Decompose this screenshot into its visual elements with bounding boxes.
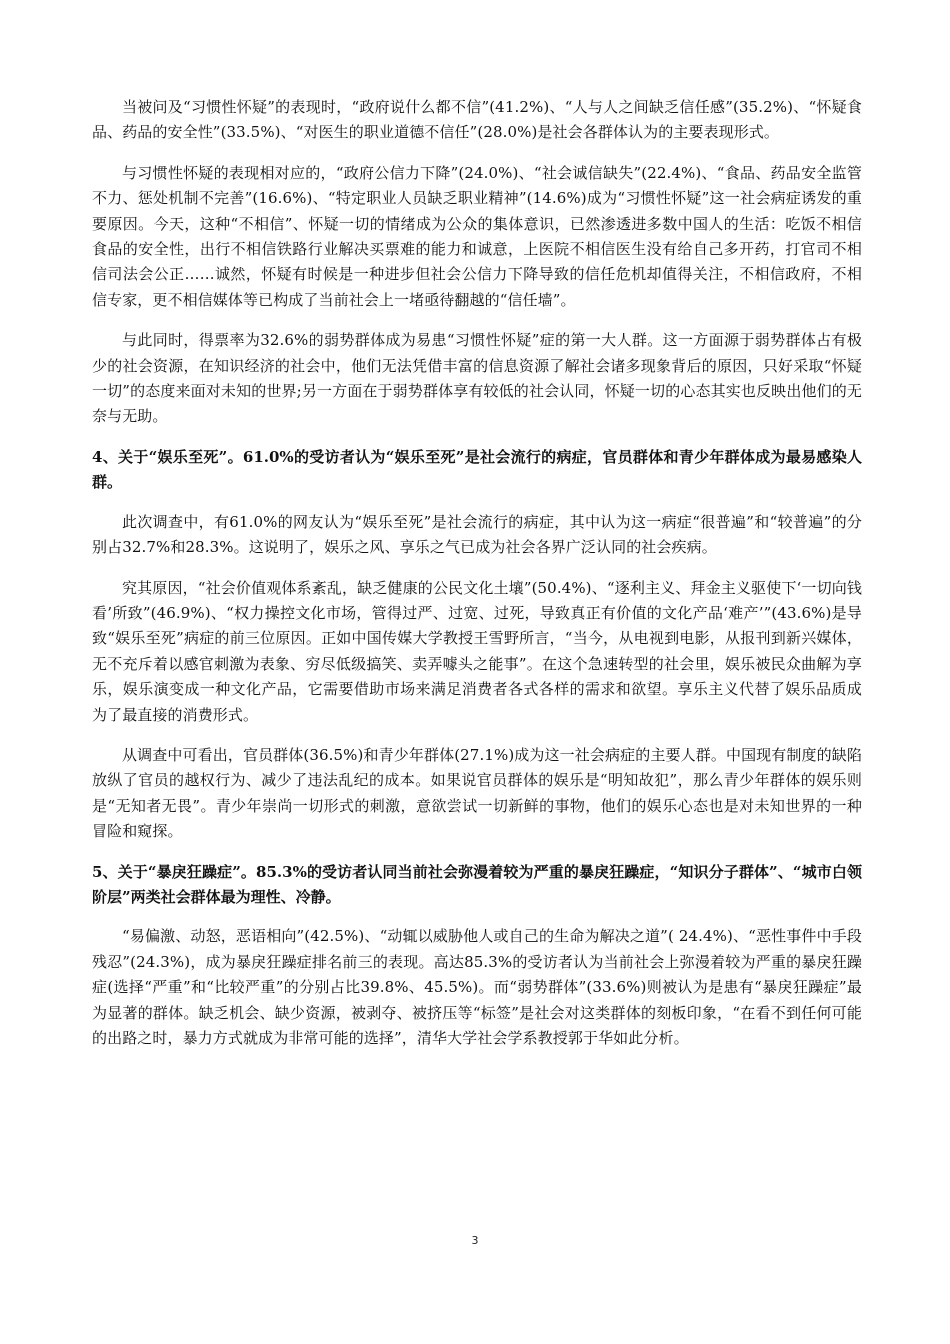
paragraph-entertainment-survey: 此次调查中，有61.0%的网友认为“娱乐至死”是社会流行的病症，其中认为这一病症“很普遍”和“较普遍”的分别占32.7%和28.3%。这说明了，娱乐之风、享乐之气已成为社会各界广泛认同的社会疾病。: [92, 512, 862, 557]
paragraph-vulnerable-groups-doubt: 与此同时，得票率为32.6%的弱势群体成为易患“习惯性怀疑”症的第一大人群。这一方面源于弱势群体占有极少的社会资源，在知识经济的社会中，他们无法凭借丰富的信息资源了解社会诸多现象背后的原因，只好采取“怀疑一切”的态度来面对未知的世界;另一方面在于弱势群体享有较低的社会认同，怀疑一切的心态其实也反映出他们的无奈与无助。: [92, 331, 862, 426]
section-heading-4: 4、关于“娱乐至死”。61.0%的受访者认为“娱乐至死”是社会流行的病症，官员群体和青少年群体成为最易感染人群。: [92, 447, 862, 492]
document-body: [92, 95, 862, 1066]
paragraph-entertainment-groups: 从调查中可看出，官员群体(36.5%)和青少年群体(27.1%)成为这一社会病症的主要人群。中国现有制度的缺陷放纵了官员的越权行为、减少了违法乱纪的成本。如果说官员群体的娱乐是“明知故犯”，那么青少年群体的娱乐则是“无知者无畏”。青少年崇尚一切形式的刺激，意欲尝试一切新鲜的事物，他们的娱乐心态也是对未知世界的一种冒险和窥探。: [92, 745, 862, 841]
paragraph-entertainment-causes: 究其原因，“社会价值观体系紊乱，缺乏健康的公民文化土壤”(50.4%)、“逐利主义、拜金主义驱使下‘一切向钱看’所致”(46.9%)、“权力操控文化市场，管得过严、过宽、过死，导致真正有价值的文化产品‘难产’”(43.6%)是导致“娱乐至死”病症的前三位原因。正如中国传媒大学教授王雪野所言，“当今，从电视到电影，从报刊到新兴媒体，无不充斥着以感官刺激为表象、穷尽低级搞笑、卖弄噱头之能事”。在这个急速转型的社会里，娱乐被民众曲解为享乐，娱乐演变成一种文化产品，它需要借助市场来满足消费者各式各样的需求和欲望。享乐主义代替了娱乐品质成为了最直接的消费形式。: [92, 578, 862, 724]
paragraph-habitual-doubt-causes: 与习惯性怀疑的表现相对应的，“政府公信力下降”(24.0%)、“社会诚信缺失”(22.4%)、“食品、药品安全监管不力、惩处机制不完善”(16.6%)、“特定职业人员缺乏职业精神”(14.6%)成为“习惯性怀疑”这一社会病症诱发的重要原因。今天，这种“不相信”、怀疑一切的情绪成为公众的集体意识，已然渗透进多数中国人的生活：吃饭不相信食品的安全性，出行不相信铁路行业解决买票难的能力和诚意，上医院不相信医生没有给自己多开药，打官司不相信司法会公正……诚然，怀疑有时候是一种进步但社会公信力下降导致的信任危机却值得关注，不相信政府，不相信专家，更不相信媒体等已构成了当前社会上一堵亟待翻越的“信任墙”。: [92, 163, 862, 309]
paragraph-habitual-doubt-manifestations: 当被问及“习惯性怀疑”的表现时，“政府说什么都不信”(41.2%)、“人与人之间缺乏信任感”(35.2%)、“怀疑食品、药品的安全性”(33.5%)、“对医生的职业道德不信任”(28.0%)是社会各群体认为的主要表现形式。: [92, 98, 862, 142]
page-number: 3: [471, 1234, 479, 1247]
section-heading-5: 5、关于“暴戾狂躁症”。85.3%的受访者认同当前社会弥漫着较为严重的暴戾狂躁症，“知识分子群体”、“城市白领阶层”两类社会群体最为理性、冷静。: [92, 862, 862, 906]
paragraph-violence-manifestations: “易偏激、动怒，恶语相向”(42.5%)、“动辄以威胁他人或自己的生命为解决之道”( 24.4%)、“恶性事件中手段残忍”(24.3%)，成为暴戾狂躁症排名前三的表现。高达85.3%的受访者认为当前社会上弥漫着较为严重的暴戾狂躁症(选择“严重”和“比较严重”的分别占比39.8%、45.5%)。而“弱势群体”(33.6%)则被认为是患有“暴戾狂躁症”最为显著的群体。缺乏机会、缺少资源，被剥夺、被挤压等“标签”是社会对这类群体的刻板印象，“在看不到任何可能的出路之时，暴力方式就成为非常可能的选择”，清华大学社会学系教授郭于华如此分析。: [92, 927, 862, 1047]
